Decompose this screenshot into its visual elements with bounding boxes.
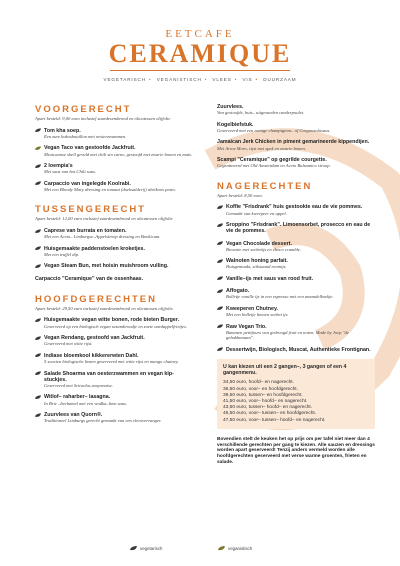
menu-item bbox=[217, 276, 375, 282]
menu-item-name: Indiase bloemkool kikkererwten Dahl. bbox=[44, 352, 139, 359]
right-main-list bbox=[217, 104, 375, 169]
price-option-row: 43,50 euro, tussen– hoofd– en nagerecht. bbox=[223, 405, 313, 411]
menu-item-name: Vegan Steam Bun, met hoisin muishroom vulling. bbox=[44, 263, 169, 270]
menu-item-description: Gegratineerd met Old Amsterdam en Aceto Balsamico siroop. bbox=[217, 163, 331, 169]
menu-item bbox=[35, 412, 193, 424]
menu-item bbox=[35, 128, 193, 140]
menu-item-name: Scampi "Ceramique" op gegrilde courgette. bbox=[217, 157, 327, 164]
leaf-veg-icon bbox=[35, 181, 41, 186]
legend-vegetarisch-label: vegetarisch bbox=[140, 546, 163, 551]
menu-item-name: Zuurvlees van Quorn®. bbox=[44, 412, 103, 419]
section-title-tussengerecht: TUSSENGERECHT bbox=[35, 204, 146, 216]
menu-item bbox=[35, 353, 193, 365]
menu-item-description: Geserveerd met een romige champignon– of Gorgonzolasaus. bbox=[217, 127, 331, 133]
menu-item-name: 2 loempia's bbox=[44, 163, 73, 169]
menu-item-name: Koffie "Frisdrank" huis gestookte eau de vie pommes. bbox=[226, 204, 363, 211]
price-option-row: 34,50 euro, hoofd– en nagerecht. bbox=[223, 380, 294, 386]
menu-item bbox=[35, 181, 193, 193]
price-option-row: 39,50 euro, tussen– en hoofdgerecht. bbox=[223, 392, 303, 398]
menu-item bbox=[217, 347, 375, 353]
menu-item bbox=[217, 122, 375, 134]
price-option-row: 36,50 euro, voor– en hoofdgerecht. bbox=[223, 386, 298, 392]
eetcafe-label: EETCAFE bbox=[165, 28, 235, 40]
leaf-veg-icon bbox=[217, 259, 223, 264]
section-title-nagerechten: NAGERECHTEN bbox=[217, 180, 313, 192]
leaf-veg-icon bbox=[35, 246, 41, 251]
legend-veganistisch bbox=[218, 546, 252, 551]
menu-item-name: Carpaccio "Ceramique" van de ossenhaas. bbox=[35, 275, 144, 282]
menu-item-name: Vegan Taco van gestoofde Jackfruit. bbox=[44, 145, 136, 152]
leaf-vegan-icon bbox=[35, 146, 41, 151]
menu-item-name: Zuurvlees. bbox=[217, 104, 244, 110]
menu-item bbox=[217, 204, 375, 216]
menu-item-description: Met een Bloody Mary dressing en tomaat (doeksalderij) abrikoos pesto. bbox=[44, 186, 177, 192]
section-title-voorgerecht: VOORGERECHT bbox=[35, 104, 132, 115]
voorgerecht-list bbox=[35, 128, 193, 193]
leaf-vegan-icon bbox=[218, 546, 225, 551]
menu-item-description: Met Arroz Moro, rijst met spek en zwarte bonen. bbox=[217, 145, 306, 151]
legend-vegetarisch bbox=[130, 546, 162, 551]
tag-vis: VIS bbox=[242, 77, 253, 82]
menu-item-name: Sroppino "Frisdrank". Limoensorbet, prosecco en eau de vie de pommes. bbox=[226, 222, 371, 235]
leaf-veg-icon bbox=[35, 336, 41, 341]
menu-item-name: Huisgemaakte vegan witte bonen, rode bieten Burger. bbox=[44, 317, 180, 324]
menu-item bbox=[217, 306, 375, 318]
price-option-row: 47,50 euro, voor– tussen– hoofd– en nagerecht. bbox=[223, 417, 326, 423]
leaf-veg-icon bbox=[217, 223, 223, 228]
tag-vegetarisch: VEGETARISCH bbox=[103, 77, 146, 82]
leaf-veg-icon bbox=[217, 306, 223, 311]
menu-price-box bbox=[217, 359, 375, 429]
menu-item-name: Huisgemaakte paddenstoelen kroketjes. bbox=[44, 245, 145, 252]
menu-item-description: Gemaakt van kweepeer en appel. bbox=[226, 210, 287, 216]
tussengerecht-list bbox=[35, 228, 193, 282]
menu-item bbox=[217, 258, 375, 270]
price-box-title: U kan kiezen uit een 2 gangen–, 3 gangen of een 4 gangenmenu. bbox=[223, 363, 347, 377]
leaf-veg-icon bbox=[217, 241, 223, 246]
leaf-veg-icon bbox=[217, 347, 223, 352]
menu-item bbox=[35, 371, 193, 389]
menu-item-description: Mexicaanse shell gevuld met chili sin carne, gestoofd met zwarte bonen en mais. bbox=[44, 151, 193, 157]
menu-item bbox=[35, 163, 193, 175]
hoofdgerechten-list bbox=[35, 317, 193, 423]
left-column bbox=[35, 104, 193, 430]
leaf-veg-icon bbox=[35, 229, 41, 234]
leaf-veg-icon bbox=[35, 164, 41, 169]
tag-vlees: VLEES bbox=[212, 77, 232, 82]
menu-item-name: Salade Shoarma van oesterzwammen en vegan kip- stuckjes. bbox=[44, 370, 174, 383]
right-column bbox=[217, 104, 375, 466]
menu-item bbox=[217, 104, 375, 116]
leaf-veg-icon bbox=[35, 353, 41, 358]
menu-item bbox=[35, 394, 193, 406]
menu-item bbox=[35, 263, 193, 269]
menu-item-description: 5 soorten biologische linzen geserveerd met witte rijst en mango chutney. bbox=[44, 359, 179, 365]
final-note: Bovendien stelt de keuken het op prijs om per tafel niet meer dan 4 verschillende gerechten per gang te kiezen. Alle sauzen en dressings worden apart geserveerd! Tenzij anders vermeld worden alle hoofdgerechten geserveerd met verse warme groenten, frieten en salade. bbox=[217, 436, 375, 465]
menu-item bbox=[35, 317, 193, 329]
brand-title: CERAMIQUE bbox=[108, 39, 292, 68]
leaf-veg-icon bbox=[217, 324, 223, 329]
menu-item bbox=[217, 324, 375, 341]
price-option-row: 41,50 euro, voor– hoofd– en nagerecht. bbox=[223, 398, 308, 404]
menu-item-description: Met een bolletje limoen sorbet ijs. bbox=[226, 312, 289, 318]
section-note-hoofdgerechten: Apart besteld: 29,50 euro inclusief zuurdesembrood en olicatessen olijfolie. bbox=[35, 305, 174, 311]
menu-item bbox=[217, 222, 375, 234]
section-note-tussengerecht: Apart besteld: 12,00 euro inclusief zuurdesembrood en olicatessen olijfolie bbox=[35, 216, 173, 222]
menu-item-description: Met saus van hot Chili saus. bbox=[44, 169, 97, 175]
leaf-veg-icon bbox=[35, 371, 41, 376]
menu-item-description: Bolletje vanille ijs in een espresso met een amandelkoekje. bbox=[226, 294, 334, 300]
menu-item-name: Carpaccio van ingelegde Koolrabi. bbox=[44, 180, 131, 187]
section-note-voorgerecht: Apart besteld: 9,00 euro inclusief zuurdesembrood en olicatessen olijfolie bbox=[35, 116, 171, 121]
section-title-hoofdgerechten: HOOFDGERECHTEN bbox=[35, 293, 157, 305]
price-option-row: 45,50 euro, voor– tussen– en hoofdgerecht. bbox=[223, 411, 317, 417]
menu-item-description: Bananen petitfours van gedroogd fruit en noten. Made by Joep "de gebakbanaan". bbox=[226, 329, 349, 341]
menu-item-name: Affogato. bbox=[226, 288, 250, 295]
menu-item bbox=[35, 335, 193, 347]
nagerechten-list bbox=[217, 204, 375, 353]
menu-item bbox=[35, 145, 193, 157]
menu-item-name: Vegan Chocolade dessert. bbox=[226, 240, 292, 247]
menu-item-description: Met een truffel dip. bbox=[44, 251, 80, 257]
leaf-veg-icon bbox=[35, 318, 41, 323]
menu-item-description: Huisgemaakt, stilstaand roomijs. bbox=[226, 264, 287, 270]
legend-veganistisch-label: veganistisch bbox=[228, 546, 253, 551]
menu-item-description: Brownie met sorbetijs en choco crumble. bbox=[226, 246, 302, 252]
menu-item-name: Tom kha soep. bbox=[44, 127, 81, 134]
leaf-veg-icon bbox=[217, 205, 223, 210]
tag-duurzaam: DUURZAAM bbox=[263, 77, 297, 82]
menu-item-name: Witlof– raharber– lasagna. bbox=[44, 394, 111, 401]
menu-item-description: Van gestoofde, huis– uitgesneden runderpoulet. bbox=[217, 110, 305, 116]
menu-item-description: Geserveerd met witte rijst. bbox=[44, 341, 93, 347]
menu-item bbox=[35, 246, 193, 258]
tagline: VEGETARISCH • VEGANISTISCH • VLEES • VIS • DUURZAAM bbox=[103, 77, 297, 82]
menu-item bbox=[217, 157, 375, 169]
leaf-veg-icon bbox=[35, 395, 41, 400]
menu-item-name: Raw Vegan Trio. bbox=[226, 323, 267, 330]
menu-item-description: Traditioneel Limburgs gerecht gemaakt van een vleesvervanger. bbox=[44, 418, 162, 424]
tag-veganistisch: VEGANISTISCH bbox=[156, 77, 202, 82]
menu-item-name: Jamaican Jerk Chicken in piment gemarineerde kippendijen. bbox=[217, 139, 370, 146]
menu-item-description: Met een Aceto– Limburgse–Appelstroop dressing en Basilicum. bbox=[44, 234, 161, 240]
menu-item-description: Geserveerd met Sriracha–mayonaise. bbox=[44, 382, 114, 388]
menu-item bbox=[35, 276, 193, 282]
menu-item bbox=[217, 241, 375, 253]
menu-item bbox=[217, 288, 375, 300]
menu-item-name: Caprese van burrata en tomaten. bbox=[44, 228, 127, 234]
leaf-veg-icon bbox=[217, 289, 223, 294]
price-box-rows bbox=[223, 380, 369, 423]
menu-item-name: Vegan Rendang, gestoofd van Jackfruit. bbox=[44, 335, 145, 342]
header-divider bbox=[110, 70, 290, 71]
leaf-veg-icon bbox=[130, 546, 137, 551]
section-note-nagerechten: Apart besteld: 8,50 euro. bbox=[217, 192, 263, 198]
menu-item-name: Vanille–ijs met saus van rood fruit. bbox=[226, 275, 314, 282]
menu-item-name: Dessertwijn, Biologisch, Muscat, Authentieke Frontignan. bbox=[226, 346, 371, 353]
menu-item-name: Walnoten honing parfait. bbox=[226, 258, 288, 265]
menu-item bbox=[35, 228, 193, 240]
menu-header bbox=[0, 28, 400, 82]
leaf-veg-icon bbox=[217, 276, 223, 281]
menu-item-description: In Brie –bechamel met een wodka–lime saus. bbox=[44, 400, 128, 406]
leaf-veg-icon bbox=[35, 128, 41, 133]
menu-item-description: Een zure kokosbouillon met oesterzwammen. bbox=[44, 133, 127, 139]
menu-item-description: Geserveerd op een biologisch vegan sesambroodje en zoete aardappelfrietjes. bbox=[44, 323, 188, 329]
leaf-veg-icon bbox=[35, 413, 41, 418]
menu-item-name: Kogelbiefstuk. bbox=[217, 121, 254, 128]
leaf-veg-icon bbox=[35, 264, 41, 269]
menu-item-name: Kweeperen Chutney. bbox=[226, 305, 278, 312]
menu-item bbox=[217, 139, 375, 151]
